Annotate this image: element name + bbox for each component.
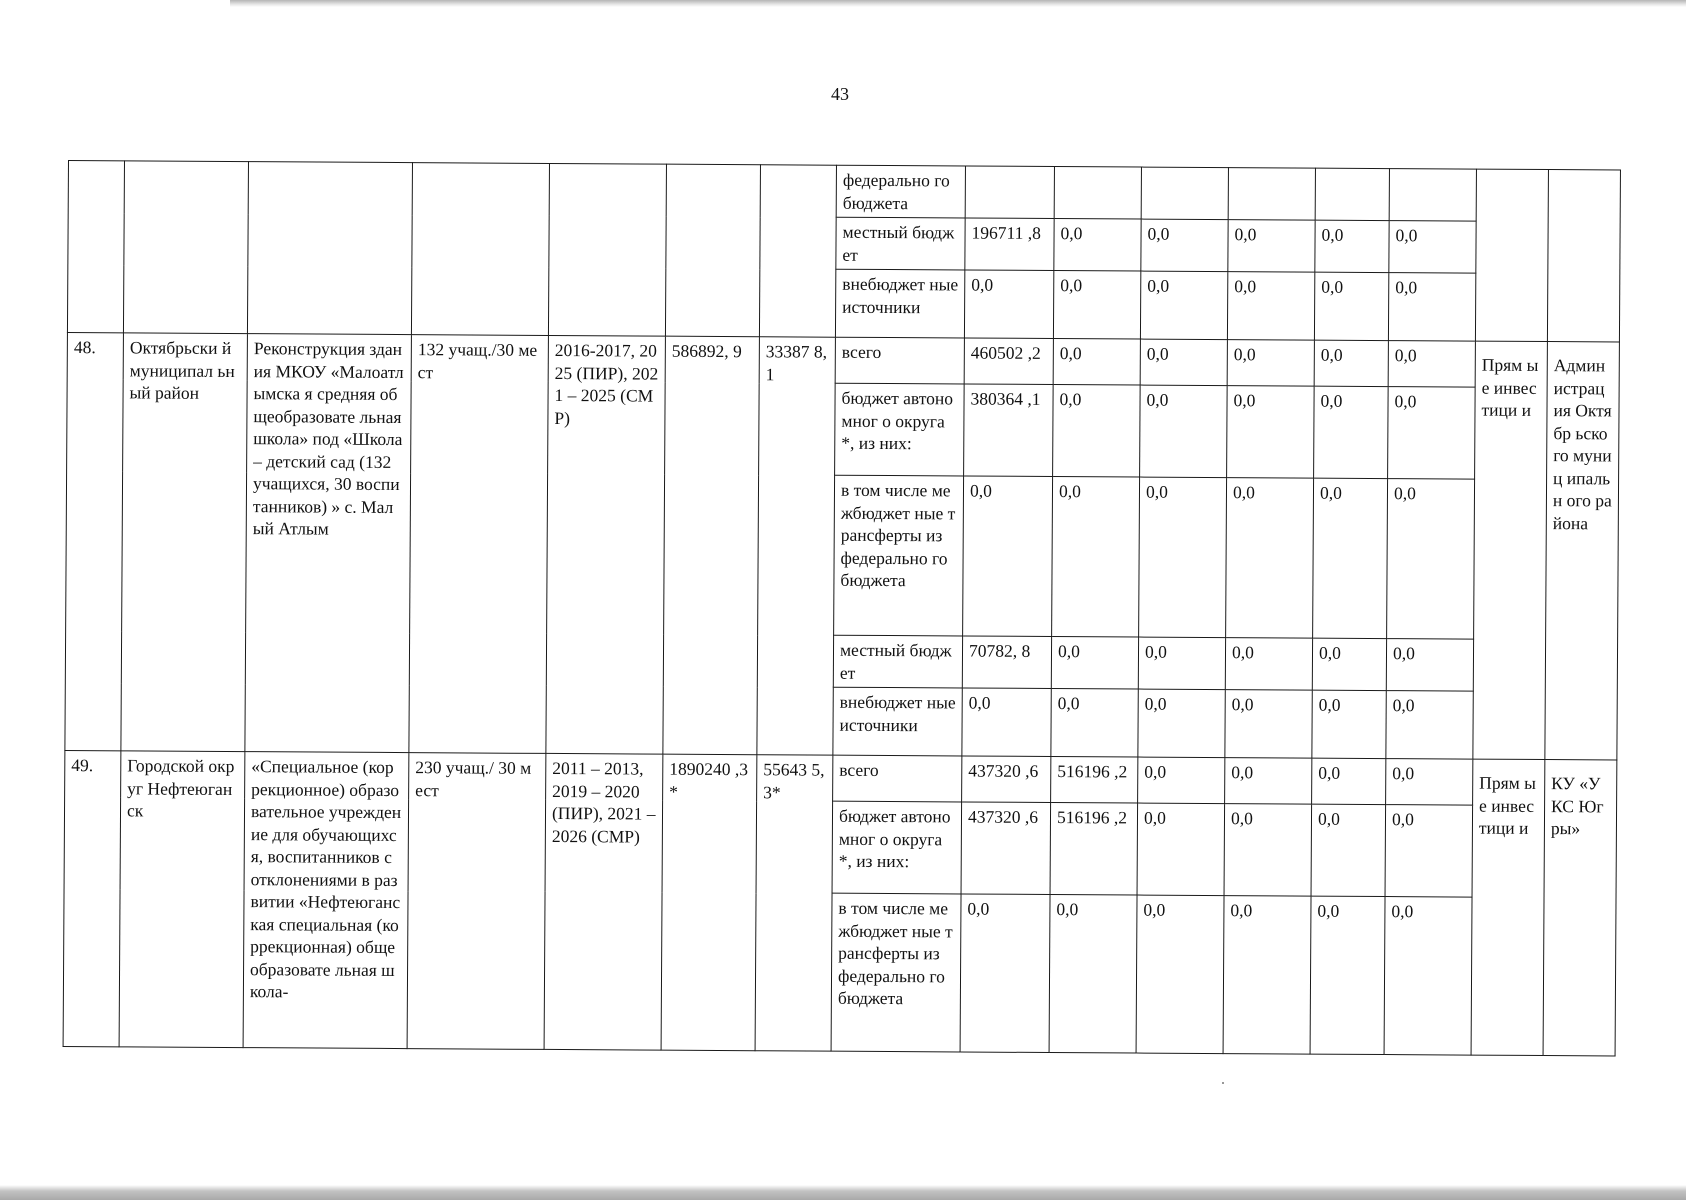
funding-value: 0,0	[1314, 272, 1388, 340]
funding-value: 437320 ,6	[961, 802, 1051, 895]
funding-value: 196711 ,8	[965, 218, 1054, 271]
funding-value: 0,0	[962, 688, 1051, 757]
funding-value	[1228, 168, 1315, 221]
investment-table	[63, 160, 1621, 1056]
funding-value: 0,0	[1140, 271, 1227, 340]
scan-speck	[1222, 1082, 1224, 1084]
continuation-empty-remaining	[759, 165, 836, 337]
funding-value: 0,0	[1386, 639, 1473, 692]
funding-value: 0,0	[1051, 689, 1138, 758]
funding-value: 0,0	[1053, 385, 1141, 478]
entry-cost: 1890240 ,3*	[661, 754, 757, 1051]
table-row	[68, 161, 1620, 222]
funding-source-label: внебюджет ные источники	[833, 687, 962, 756]
funding-value: 0,0	[1312, 690, 1386, 758]
entry-cost: 586892, 9	[663, 336, 760, 755]
funding-value: 460502 ,2	[964, 338, 1053, 385]
funding-value: 0,0	[1140, 339, 1227, 386]
funding-value: 0,0	[1049, 895, 1137, 1054]
funding-value: 0,0	[1137, 803, 1225, 896]
funding-value: 0,0	[1225, 690, 1312, 759]
scan-edge-top	[230, 0, 1686, 7]
funding-value: 0,0	[1141, 219, 1228, 272]
table-row	[67, 332, 1619, 387]
funding-value: 0,0	[963, 476, 1053, 637]
funding-value: 0,0	[1388, 387, 1476, 480]
funding-value	[1054, 167, 1141, 220]
funding-source-label: в том числе межбюджет ные трансферты из федерально го бюджета	[834, 475, 964, 636]
funding-value: 0,0	[1386, 759, 1473, 806]
funding-value: 0,0	[1139, 477, 1227, 638]
funding-value	[1315, 168, 1389, 220]
continuation-empty-capacity	[411, 163, 549, 336]
funding-value: 0,0	[1387, 479, 1475, 640]
funding-value: 516196 ,2	[1051, 757, 1138, 804]
entry-responsible: КУ «УКС Югры»	[1543, 760, 1617, 1056]
entry-mechanism: Прям ые инвес тици и	[1471, 759, 1545, 1055]
funding-value: 0,0	[1054, 219, 1141, 272]
entry-remaining: 33387 8,1	[757, 337, 836, 755]
funding-value: 0,0	[1384, 897, 1472, 1056]
funding-value: 0,0	[1311, 804, 1386, 896]
funding-value: 0,0	[1226, 478, 1314, 639]
funding-value: 0,0	[1388, 273, 1475, 342]
funding-value: 0,0	[1227, 340, 1314, 387]
continuation-empty-mechanism	[1475, 169, 1548, 341]
funding-value: 0,0	[1314, 386, 1389, 478]
funding-value: 0,0	[1136, 895, 1224, 1054]
entry-period: 2011 – 2013, 2019 – 2020 (ПИР), 2021 – 2026 (СМР)	[544, 753, 663, 1050]
funding-value: 0,0	[1138, 689, 1225, 758]
funding-value: 0,0	[960, 894, 1050, 1053]
continuation-empty-period	[548, 163, 666, 336]
funding-value: 0,0	[1223, 896, 1311, 1055]
funding-value: 0,0	[1312, 758, 1386, 804]
funding-value: 0,0	[1053, 339, 1140, 386]
continuation-empty-number	[67, 161, 124, 333]
funding-source-label: федерально го бюджета	[836, 165, 965, 218]
funding-value: 0,0	[1228, 220, 1315, 273]
funding-value: 0,0	[1051, 637, 1138, 690]
funding-value	[965, 166, 1054, 219]
funding-value	[1389, 169, 1476, 222]
funding-value: 0,0	[1386, 691, 1473, 760]
entry-object: Реконструкция здания МКОУ «Малоатлымска я средняя общеобразовате льная школа» под «Школа – детский сад (132 учащихся, 30 воспитанников) » с. Малый Атлым	[245, 334, 412, 753]
funding-value: 0,0	[1385, 805, 1473, 898]
funding-value: 0,0	[1315, 220, 1389, 272]
entry-responsible: Админ истрац ия Октябр ьского муниц ипальн ого района	[1545, 342, 1620, 760]
funding-value: 0,0	[1389, 221, 1476, 274]
funding-value: 70782, 8	[962, 636, 1051, 689]
funding-source-label: всего	[833, 755, 962, 802]
continuation-empty-object	[247, 162, 412, 335]
table-row	[65, 750, 1617, 805]
funding-value: 380364 ,1	[964, 384, 1054, 477]
funding-value: 0,0	[1313, 478, 1388, 638]
entry-municipality: Октябрьски й муниципал ьный район	[121, 333, 248, 752]
investment-table-sheet	[63, 160, 1610, 1056]
funding-value: 0,0	[1138, 757, 1225, 804]
continuation-empty-municipality	[123, 161, 248, 334]
continuation-empty-responsible	[1547, 170, 1620, 342]
entry-mechanism: Прям ые инвес тици и	[1473, 341, 1548, 759]
entry-municipality: Городской округ Нефтеюган ск	[119, 751, 245, 1048]
funding-value: 0,0	[964, 270, 1053, 339]
funding-value: 0,0	[1227, 272, 1314, 341]
entry-remaining: 55643 5,3*	[755, 755, 833, 1051]
funding-source-label: в том числе межбюджет ные трансферты из федерально го бюджета	[831, 893, 961, 1052]
entry-number: 49.	[63, 750, 121, 1046]
funding-value: 0,0	[1225, 758, 1312, 805]
funding-value: 0,0	[1138, 637, 1225, 690]
entry-period: 2016-2017, 2025 (ПИР), 2021 – 2025 (СМР)	[546, 335, 666, 754]
funding-source-label: всего	[835, 337, 964, 384]
funding-value: 0,0	[1227, 386, 1315, 479]
funding-value: 0,0	[1312, 638, 1386, 690]
funding-source-label: бюджет автономног о округа*, из них:	[835, 383, 965, 476]
continuation-empty-cost	[665, 164, 760, 337]
entry-number: 48.	[65, 332, 124, 750]
funding-source-label: местный бюджет	[833, 635, 962, 688]
entry-capacity: 132 учащ./30 мест	[409, 335, 549, 754]
funding-value	[1141, 167, 1228, 220]
funding-value: 0,0	[1140, 385, 1228, 478]
funding-value: 516196 ,2	[1050, 803, 1138, 896]
funding-value: 0,0	[1224, 804, 1312, 897]
funding-value: 0,0	[1314, 340, 1388, 386]
page-number: 43	[831, 84, 849, 104]
scan-edge-bottom	[0, 1185, 1686, 1200]
funding-value: 0,0	[1388, 341, 1475, 388]
funding-source-label: внебюджет ные источники	[835, 269, 964, 338]
entry-object: «Специальное (коррекционное) образовательное учреждение для обучающихся, воспитанников с отклонениями в развитии «Нефтеюганская специальная (коррекционная) общеобразовате льная школа-	[243, 752, 409, 1049]
funding-source-label: местный бюджет	[836, 217, 965, 270]
entry-capacity: 230 учащ./ 30 мест	[407, 753, 546, 1050]
funding-value: 0,0	[1310, 896, 1385, 1054]
funding-value: 437320 ,6	[962, 756, 1051, 803]
funding-source-label: бюджет автономног о округа*, из них:	[832, 801, 962, 894]
funding-value: 0,0	[1052, 477, 1140, 638]
funding-value: 0,0	[1225, 638, 1312, 691]
funding-value: 0,0	[1053, 271, 1140, 340]
